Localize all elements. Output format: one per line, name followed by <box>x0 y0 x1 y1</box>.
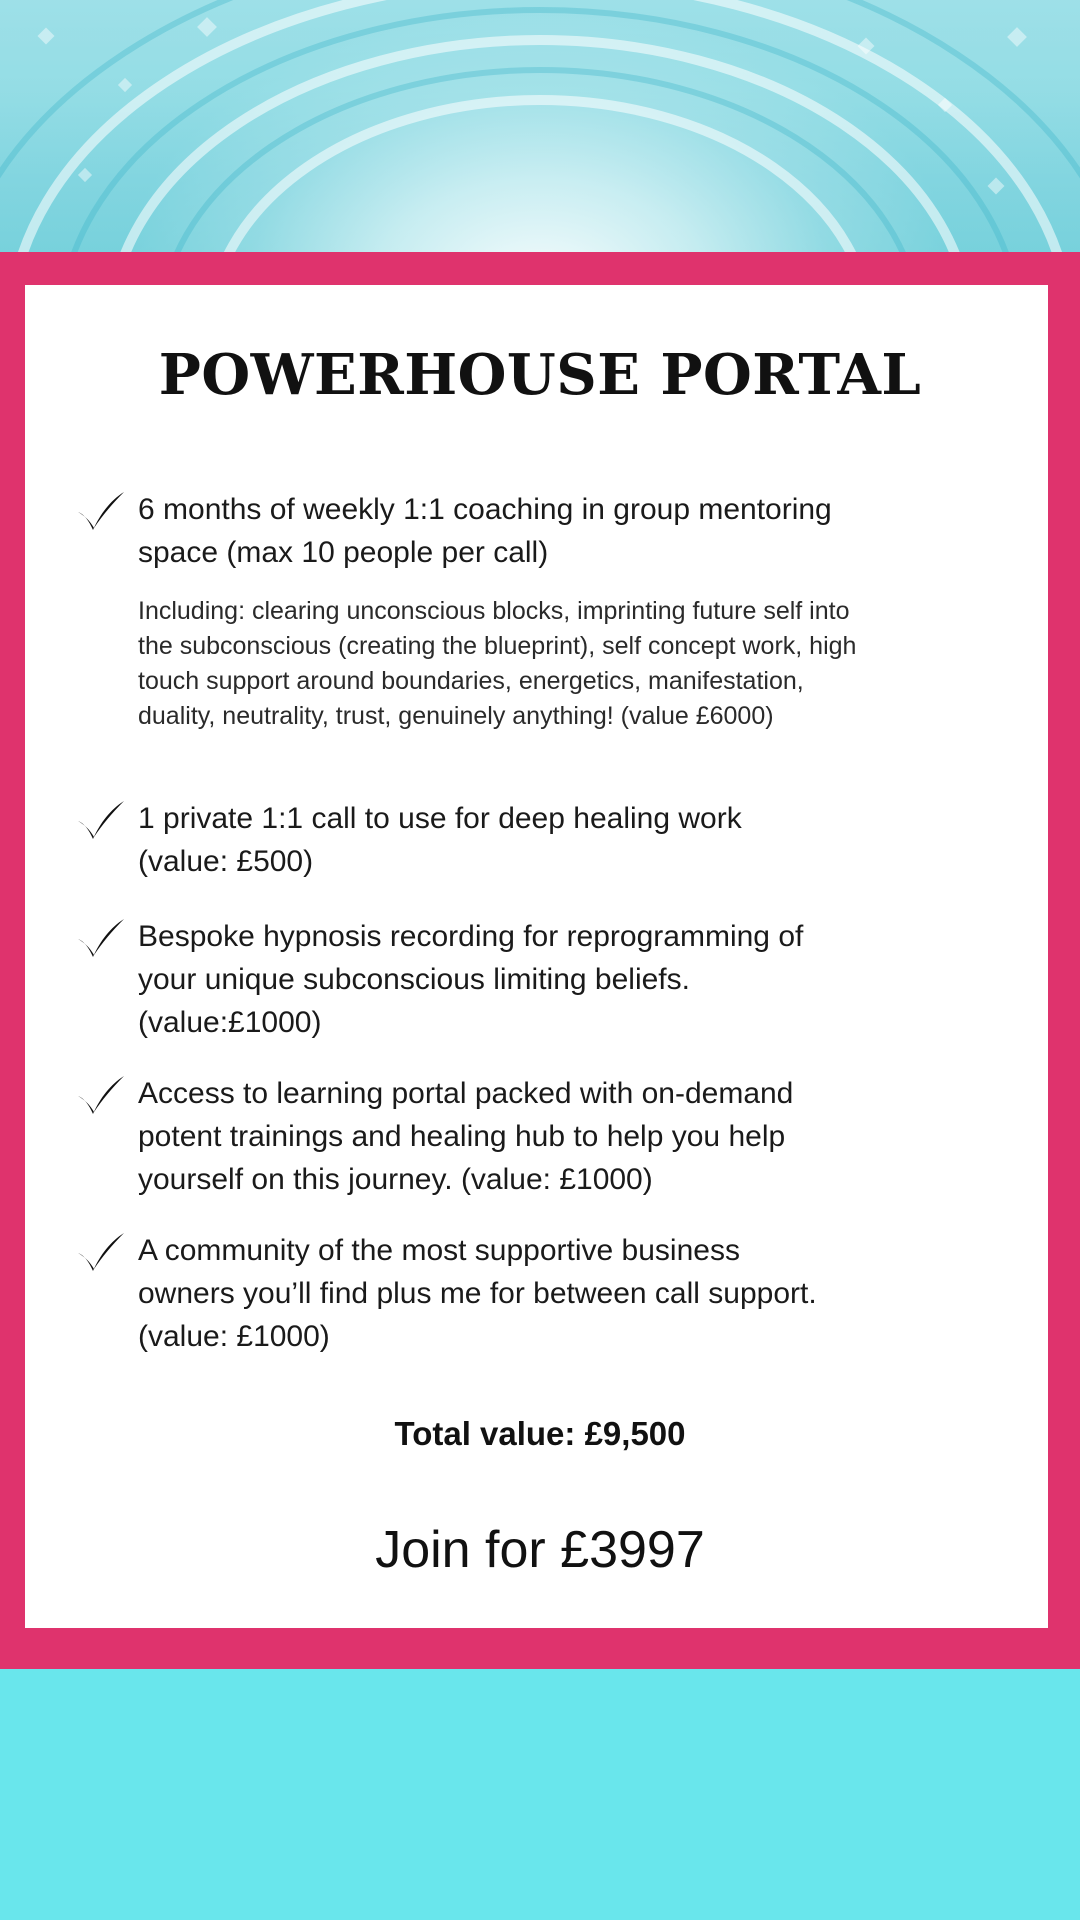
checkmark-icon <box>76 1072 126 1117</box>
offer-item-detail: Including: clearing unconscious blocks, imprinting future self into the subconscious (creating the blueprint), self concept work, high touch support around boundaries, energetics, manifestation, duality, neutrality, trust, genuinely anything! (value £6000) <box>138 597 857 730</box>
offer-item-text: 6 months of weekly 1:1 coaching in group mentoring space (max 10 people per call) <box>138 493 832 569</box>
offer-item-text: Bespoke hypnosis recording for reprogramming of your unique subconscious limiting beliefs. (value:£1000) <box>138 920 804 1039</box>
offer-item-text: Access to learning portal packed with on-demand potent trainings and healing hub to help you help yourself on this journey. (value: £1000) <box>138 1077 794 1196</box>
offer-item-text: A community of the most supportive business owners you’ll find plus me for between call support. (value: £1000) <box>138 1234 817 1353</box>
header-background-image <box>0 0 1080 252</box>
checkmark-icon <box>76 1229 126 1274</box>
offer-title: POWERHOUSE PORTAL <box>158 342 922 408</box>
header-background-art <box>0 0 1080 252</box>
offer-item-text: 1 private 1:1 call to use for deep healing work (value: £500) <box>138 802 742 878</box>
checkmark-icon <box>76 488 126 533</box>
checkmark-icon <box>76 915 126 960</box>
checkmark-icon <box>76 797 126 842</box>
total-value: Total value: £9,500 <box>394 1415 686 1452</box>
join-price-link[interactable]: Join for £3997 <box>375 1521 705 1579</box>
